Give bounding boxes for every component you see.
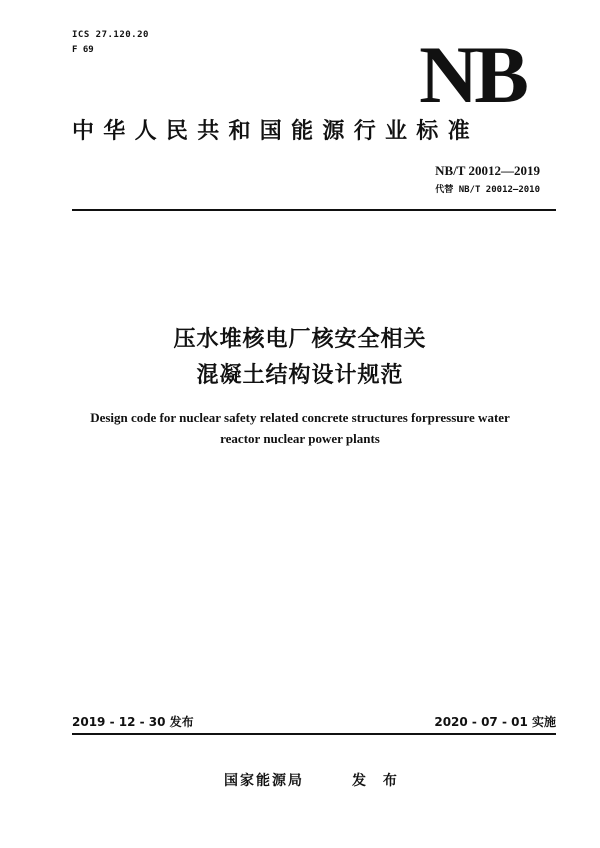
issue-date: 2019 - 12 - 30 发布: [72, 715, 194, 729]
english-title-line-2: reactor nuclear power plants: [220, 431, 380, 446]
nb-logo: NB: [419, 29, 525, 120]
standard-category-title: 中华人民共和国能源行业标准: [72, 119, 479, 144]
standard-number: NB/T 20012—2019: [435, 163, 540, 178]
publisher-name: 国家能源局: [224, 773, 304, 789]
ccs-code: F 69: [72, 45, 94, 55]
english-title-line-1: Design code for nuclear safety related concrete structures forpressure water: [90, 410, 510, 425]
chinese-title-line-1: 压水堆核电厂核安全相关: [173, 327, 427, 352]
replaces-standard: 代替 NB/T 20012—2010: [435, 185, 540, 195]
bottom-divider: [72, 733, 556, 735]
ics-code: ICS 27.120.20: [72, 30, 149, 40]
publish-label: 发 布: [352, 773, 403, 789]
chinese-title-line-2: 混凝土结构设计规范: [196, 363, 404, 388]
implementation-date: 2020 - 07 - 01 实施: [434, 715, 556, 729]
top-divider: [72, 209, 556, 211]
